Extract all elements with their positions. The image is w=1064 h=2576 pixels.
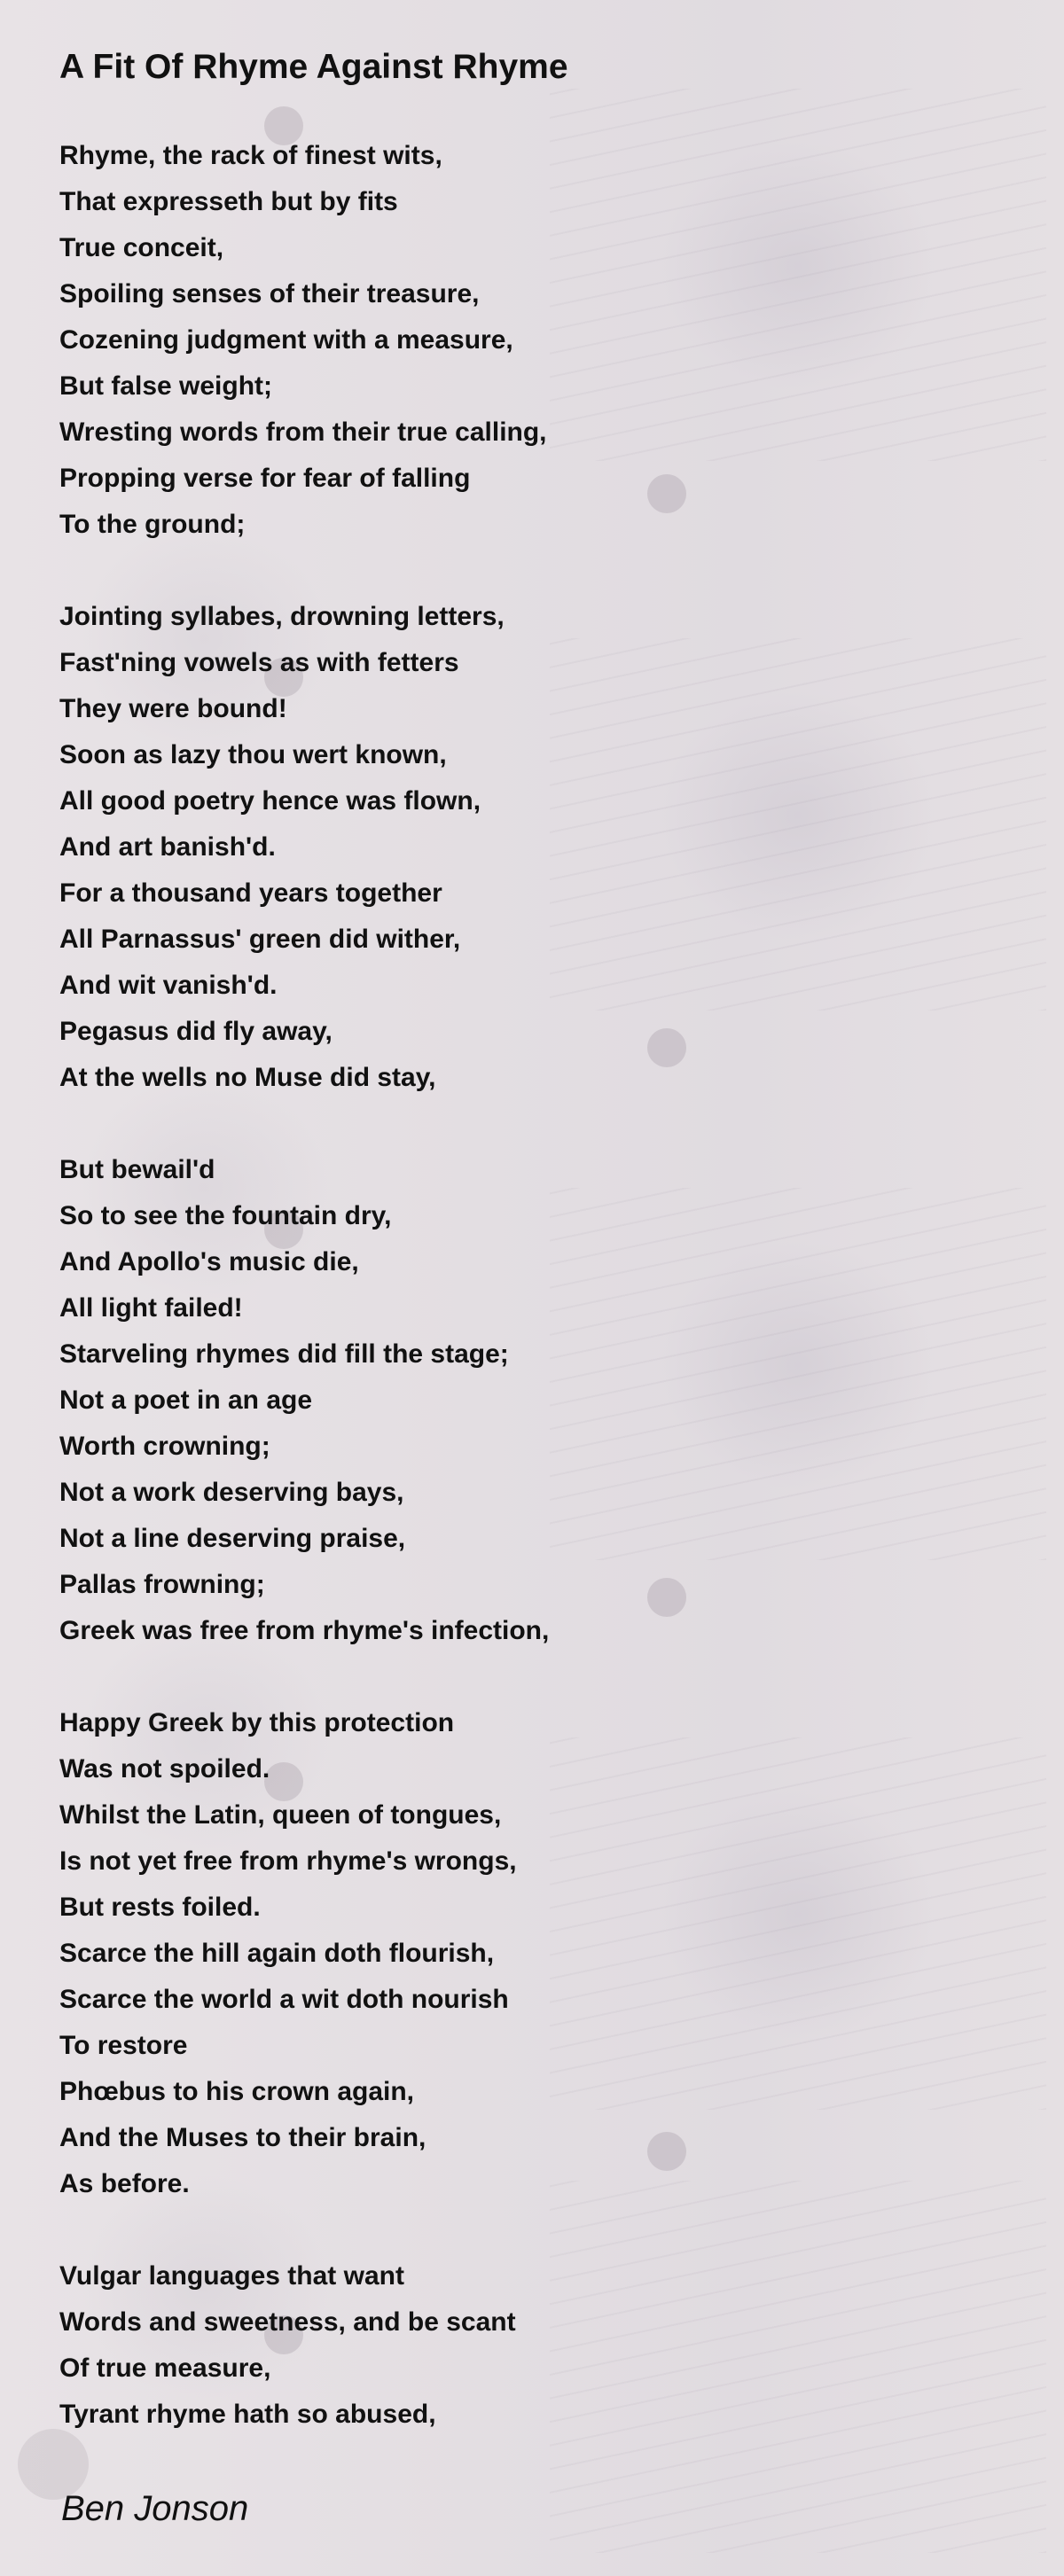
poem-line: Fast'ning vowels as with fetters [59,648,459,677]
poem-line: Starveling rhymes did fill the stage; [59,1339,509,1369]
poem-line: Jointing syllabes, drowning letters, [59,602,505,631]
poem-title: A Fit Of Rhyme Against Rhyme [59,48,568,86]
poem-line: As before. [59,2169,190,2198]
poem-line: All Parnassus' green did wither, [59,925,461,954]
poem-line: To restore [59,2031,188,2060]
poem-line: Happy Greek by this protection [59,1708,455,1737]
poem-line: Whilst the Latin, queen of tongues, [59,1800,502,1830]
poem-line: Rhyme, the rack of finest wits, [59,141,442,170]
poem-line: Pegasus did fly away, [59,1017,332,1046]
poem-line: All light failed! [59,1293,243,1323]
poem-line: And wit vanish'd. [59,971,278,1000]
poem-line: At the wells no Muse did stay, [59,1063,436,1092]
poem-line: And Apollo's music die, [59,1247,359,1276]
poem-line: Vulgar languages that want [59,2261,404,2291]
poem-line: Was not spoiled. [59,1754,270,1784]
poem-line: Not a line deserving praise, [59,1524,406,1553]
poem-line: Greek was free from rhyme's infection, [59,1616,550,1645]
poem-line: So to see the fountain dry, [59,1201,392,1230]
poem-line: True conceit, [59,233,224,262]
poem-stanza [59,594,1017,1101]
poem-line: To the ground; [59,510,246,539]
poem-line: Wresting words from their true calling, [59,418,547,447]
poem-line: Scarce the hill again doth flourish, [59,1939,495,1968]
poem-line: Tyrant rhyme hath so abused, [59,2400,436,2429]
poem-line: Worth crowning; [59,1432,270,1461]
poem-stanza [59,133,1017,548]
poem-line: All good poetry hence was flown, [59,786,481,816]
poem-line: But false weight; [59,371,273,401]
poem-line: Not a work deserving bays, [59,1478,404,1507]
poem-line: Scarce the world a wit doth nourish [59,1985,509,2014]
poem-stanza [59,2253,1017,2438]
poem-line: Phœbus to his crown again, [59,2077,415,2106]
poem-stanza [59,1700,1017,2207]
poem-stanza [59,1147,1017,1654]
poem-line: Is not yet free from rhyme's wrongs, [59,1846,517,1876]
poem-line: And art banish'd. [59,832,276,862]
poem-line: Cozening judgment with a measure, [59,325,513,355]
poem-line: Spoiling senses of their treasure, [59,279,480,308]
poem-line: For a thousand years together [59,878,442,908]
poem-line: Of true measure, [59,2354,271,2383]
poem-line: They were bound! [59,694,287,723]
poem-line: And the Muses to their brain, [59,2123,426,2152]
poem-line: Pallas frowning; [59,1570,265,1599]
poem-line: Soon as lazy thou wert known, [59,740,447,769]
poem-author: Ben Jonson [61,2489,249,2528]
poem-line: Propping verse for fear of falling [59,464,471,493]
poem-body [59,133,1017,2484]
poem-line: But bewail'd [59,1155,215,1184]
poem-line: That expresseth but by fits [59,187,398,216]
poem-line: Not a poet in an age [59,1386,313,1415]
poem-line: But rests foiled. [59,1893,261,1922]
poem-line: Words and sweetness, and be scant [59,2307,516,2337]
